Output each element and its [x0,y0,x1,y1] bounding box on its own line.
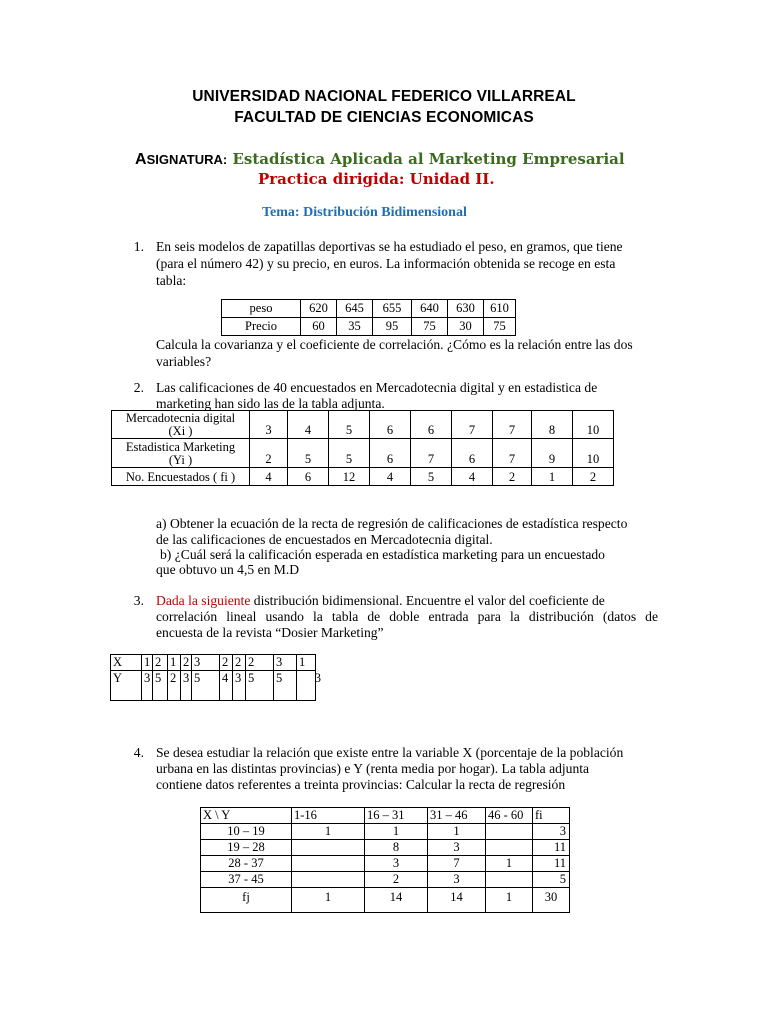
table-cell: 6 [288,468,329,486]
table-cell: 14 [365,888,428,913]
table-cell: 4 [250,468,288,486]
table-cell: 9 [532,439,573,468]
q2-part-a-line2: de las calificaciones de encuestados en Mercadotecnia digital. [156,532,493,547]
subject-line [135,150,625,169]
table-cell: 620 [301,300,337,318]
table-cell: 640 [412,300,448,318]
table-header-cell: 16 – 31 [365,808,428,824]
table-cell: 3 [274,655,297,671]
table-cell: 2 [181,655,192,671]
table-cell: 8 [365,840,428,856]
table-row [201,872,570,888]
table-cell: 3 [233,671,246,701]
table-row [201,808,570,824]
table-cell: 11 [533,856,570,872]
table-cell: 11 [533,840,570,856]
q3-highlight: Dada la siguiente [156,593,251,608]
table-cell: 10 [573,411,614,439]
table-cell: 4 [288,411,329,439]
table-cell: 2 [365,872,428,888]
table-cell: 2 [246,655,274,671]
table-header-cell: X \ Y [201,808,292,824]
q2-number: 2. [133,380,144,395]
topic-title: Tema: Distribución Bidimensional [262,205,467,220]
table-cell: 3 [181,671,192,701]
q3-table [110,654,321,701]
table-cell: 7 [493,411,532,439]
table-cell [486,872,533,888]
table-row [222,300,516,318]
table-row [112,439,614,468]
q4-text-line2: urbana en las distintas provincias) e Y (renta media por hogar). La tabla adjunta [156,761,590,776]
table-cell: 75 [484,318,516,336]
table-cell: Mercadotecnia digital (Xi ) [112,411,250,439]
table-cell: 3 [428,840,486,856]
table-cell: 6 [452,439,493,468]
table-cell [292,872,365,888]
table-cell: Precio [222,318,301,336]
table-cell: 2 [233,655,246,671]
q3-text-line1: Dada la siguiente distribución bidimensional. Encuentre el valor del coeficiente de [156,593,605,608]
table-cell: 6 [370,439,411,468]
table-cell: 630 [448,300,484,318]
table-row [112,411,614,439]
table-cell: 5 [288,439,329,468]
table-cell: 3 [365,856,428,872]
table-cell: 3 [192,655,220,671]
table-header-cell: 31 – 46 [428,808,486,824]
table-cell [486,824,533,840]
table-cell: 610 [484,300,516,318]
q2-part-b-line1: b) ¿Cuál será la calificación esperada en estadística marketing para un encuestado [160,547,605,562]
table-cell: 37 - 45 [201,872,292,888]
q4-text-line1: Se desea estudiar la relación que existe entre la variable X (porcentaje de la población [156,745,624,760]
table-cell: 2 [250,439,288,468]
q3-text-line2: correlación lineal usando la tabla de doble entrada para la distribución (datos de [156,609,658,624]
table-cell: 7 [428,856,486,872]
table-cell: 7 [493,439,532,468]
table-header-cell: 46 - 60 [486,808,533,824]
table-cell [292,856,365,872]
table-cell: 1 [142,655,153,671]
table-row [222,318,516,336]
table-cell: Estadistica Marketing (Yi ) [112,439,250,468]
table-header-cell: 1-16 [292,808,365,824]
table-cell: 3 [533,824,570,840]
q1-after-line2: variables? [156,354,212,369]
table-cell: 645 [337,300,373,318]
table-cell: 4 [452,468,493,486]
practice-title: Practica dirigida: Unidad II. [258,170,495,188]
table-cell: 655 [373,300,412,318]
table-cell: 3 [428,872,486,888]
table-cell: 2 [573,468,614,486]
table-cell: 2 [153,655,168,671]
table-cell: 7 [411,439,452,468]
table-cell: 5 [329,411,370,439]
table-cell: 75 [412,318,448,336]
table-cell [486,840,533,856]
q1-text-line2: (para el número 42) y su precio, en euros. La información obtenida se recoge en esta [156,256,616,271]
table-cell: 30 [533,888,570,913]
q2-text-line1: Las calificaciones de 40 encuestados en Mercadotecnia digital y en estadistica de [156,380,598,395]
table-cell: 6 [370,411,411,439]
q4-text-line3: contiene datos referentes a treinta provincias: Calcular la recta de regresión [156,777,566,792]
subject-label: ASIGNATURA: [135,151,228,168]
table-row [111,655,316,671]
table-cell: Y [111,671,142,701]
q1-after-line1: Calcula la covarianza y el coeficiente de correlación. ¿Cómo es la relación entre las dos [156,337,633,352]
q2-part-a-line1: a) Obtener la ecuación de la recta de regresión de calificaciones de estadística respecto [156,516,628,531]
table-cell: 3 [250,411,288,439]
q4-table [200,807,570,913]
table-cell: 2 [168,671,181,701]
q1-text-line3: tabla: [156,273,187,288]
table-cell: 5 [192,671,220,701]
table-cell: 5 [411,468,452,486]
table-cell: 28 - 37 [201,856,292,872]
table-cell: 2 [220,655,233,671]
table-cell: 35 [337,318,373,336]
table-cell: 6 [411,411,452,439]
table-cell: 5 [274,671,297,701]
table-cell: 1 [532,468,573,486]
table-cell: 2 [493,468,532,486]
table-cell: 1 [365,824,428,840]
table-cell: 19 – 28 [201,840,292,856]
q3-number: 3. [133,593,144,608]
table-cell: 4 [220,671,233,701]
faculty-title: FACULTAD DE CIENCIAS ECONOMICAS [234,109,534,126]
table-row [201,856,570,872]
q2-part-b-line2: que obtuvo un 4,5 en M.D [156,562,300,577]
table-cell: 1 [297,655,316,671]
q4-number: 4. [133,745,144,760]
table-cell: 1 [486,888,533,913]
table-cell: 60 [301,318,337,336]
table-cell: 95 [373,318,412,336]
table-cell: 8 [532,411,573,439]
table-cell: 12 [329,468,370,486]
table-cell: 5 [533,872,570,888]
table-cell: No. Encuestados ( fi ) [112,468,250,486]
table-cell: 3 [142,671,153,701]
table-cell: 5 [246,671,274,701]
table-cell: 3 [297,671,316,701]
table-cell: 1 [292,824,365,840]
table-row [111,671,316,701]
table-cell: peso [222,300,301,318]
table-row [201,840,570,856]
q1-text-line1: En seis modelos de zapatillas deportivas se ha estudiado el peso, en gramos, que tiene [156,239,623,254]
table-cell: 1 [168,655,181,671]
table-cell: 5 [329,439,370,468]
table-cell: 4 [370,468,411,486]
table-cell: 1 [486,856,533,872]
q2-table [111,410,614,486]
q2-text-line2: marketing han sido las de la tabla adjunta. [156,396,385,411]
table-cell: 14 [428,888,486,913]
table-cell: 1 [428,824,486,840]
university-title: UNIVERSIDAD NACIONAL FEDERICO VILLARREAL [192,88,576,105]
table-row [201,824,570,840]
table-cell: 5 [153,671,168,701]
table-cell: X [111,655,142,671]
table-cell: 1 [292,888,365,913]
q3-text-line3: encuesta de la revista “Dosier Marketing” [156,625,384,640]
q1-table [221,299,516,336]
table-total-row [201,888,570,913]
table-cell: 10 – 19 [201,824,292,840]
q1-number: 1. [133,239,144,254]
table-header-cell: fi [533,808,570,824]
table-cell: fj [201,888,292,913]
table-cell: 10 [573,439,614,468]
subject-name: Estadística Aplicada al Marketing Empresarial [232,150,625,168]
table-row [112,468,614,486]
table-cell: 30 [448,318,484,336]
table-cell [292,840,365,856]
table-cell: 7 [452,411,493,439]
